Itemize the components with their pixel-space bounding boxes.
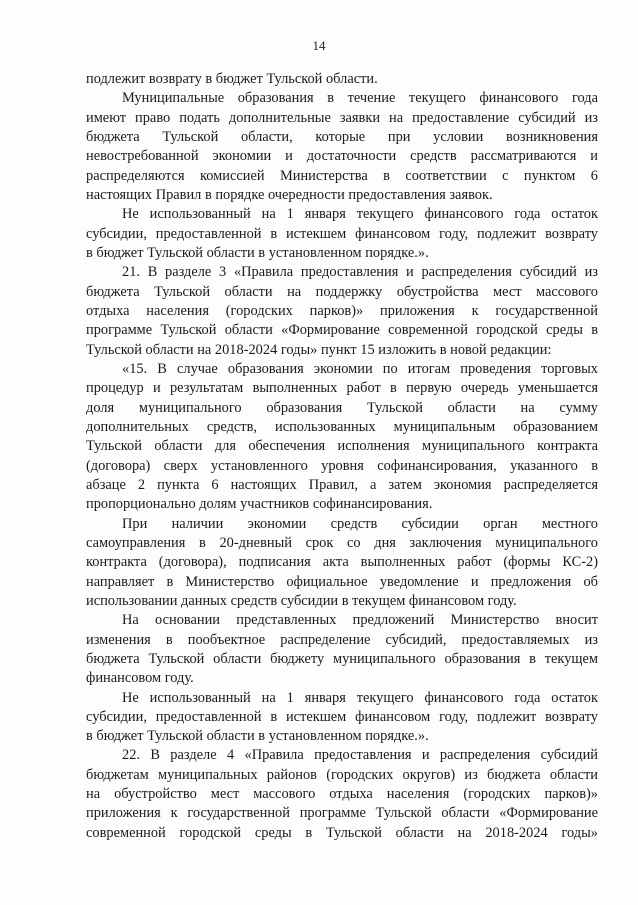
text-line: приложения к государственной программе Тульской области «Формирование — [86, 805, 598, 822]
text-line: субсидии, предоставленной в истекшем финансовом году, подлежит возврату — [86, 225, 598, 242]
text-line: «15. В случае образования экономии по итогам проведения торговых — [122, 360, 598, 377]
text-line: (договора) сверх установленного уровня софинансирования, указанного в — [86, 457, 598, 474]
text-line: имеют право подать дополнительные заявки на предоставление субсидий из — [86, 109, 598, 126]
text-line: бюджета Тульской области, которые при условии возникновения — [86, 128, 598, 145]
paragraph — [86, 515, 598, 612]
text-line: современной городской среды в Тульской области на 2018-2024 годы» — [86, 824, 598, 841]
text-line: изменения в пообъектное распределение субсидий, предоставляемых из — [86, 631, 598, 648]
text-line: абзаце 2 пункта 6 настоящих Правил, а затем экономия распределяется — [86, 476, 598, 493]
text-line: Не использованный на 1 января текущего финансового года остаток — [122, 689, 598, 706]
text-line: программе Тульской области «Формирование современной городской среды в — [86, 322, 598, 339]
document-body — [86, 70, 598, 843]
text-line: При наличии экономии средств субсидии орган местного — [122, 515, 598, 532]
text-line: пропорционально долям участников софинансирования. — [86, 496, 433, 513]
paragraph — [86, 263, 598, 360]
text-line: 22. В разделе 4 «Правила предоставления и распределения субсидий — [122, 747, 598, 764]
text-line: невостребованной экономии и достаточности средств рассматриваются и — [86, 148, 598, 165]
paragraph — [86, 746, 598, 843]
text-line: самоуправления в 20-дневный срок со дня заключения муниципального — [86, 534, 598, 551]
text-line: подлежит возврату в бюджет Тульской области. — [86, 71, 378, 87]
text-line: бюджета Тульской области бюджету муниципального образования в текущем — [86, 650, 598, 667]
text-line: Муниципальные образования в течение текущего финансового года — [122, 90, 598, 107]
text-line: На основании представленных предложений Министерство вносит — [122, 612, 598, 629]
text-line: бюджетам муниципальных районов (городских округов) из бюджета области — [86, 766, 598, 783]
text-line: в бюджет Тульской области в установленном порядке.». — [86, 728, 429, 745]
text-line: субсидии, предоставленной в истекшем финансовом году, подлежит возврату — [86, 708, 598, 725]
text-line: распределяются комиссией Министерства в соответствии с пунктом 6 — [86, 167, 598, 184]
paragraph — [86, 360, 598, 515]
page-number: 14 — [312, 38, 326, 53]
text-line: доля муниципального образования Тульской области на сумму — [86, 399, 598, 416]
text-line: Тульской области на 2018-2024 годы» пункт 15 изложить в новой редакции: — [86, 341, 552, 358]
text-line: процедур и результатам выполненных работ в первую очередь уменьшается — [86, 380, 598, 397]
paragraph — [86, 205, 598, 263]
paragraph — [86, 611, 598, 688]
text-line: контракта (договора), подписания акта выполненных работ (формы КС-2) — [86, 554, 598, 571]
text-line: 21. В разделе 3 «Правила предоставления и распределения субсидий из — [122, 264, 598, 281]
text-line: на обустройство мест массового отдыха населения (городских парков)» — [86, 786, 598, 803]
paragraph — [86, 70, 598, 89]
paragraph — [86, 89, 598, 205]
text-line: настоящих Правил в порядке очередности предоставления заявок. — [86, 186, 493, 203]
text-line: бюджета Тульской области на поддержку обустройства мест массового — [86, 283, 598, 300]
text-line: дополнительных средств, использованных муниципальным образованием — [86, 418, 598, 435]
text-line: отдыха населения (городских парков)» приложения к государственной — [86, 302, 598, 319]
text-line: в бюджет Тульской области в установленном порядке.». — [86, 244, 429, 261]
text-line: Не использованный на 1 января текущего финансового года остаток — [122, 206, 598, 223]
text-line: финансовом году. — [86, 670, 194, 687]
paragraph — [86, 689, 598, 747]
text-line: использовании данных средств субсидии в текущем финансовом году. — [86, 592, 517, 609]
text-line: направляет в Министерство официальное уведомление и предложения об — [86, 573, 598, 590]
text-line: Тульской области для обеспечения исполнения муниципального контракта — [86, 438, 598, 455]
